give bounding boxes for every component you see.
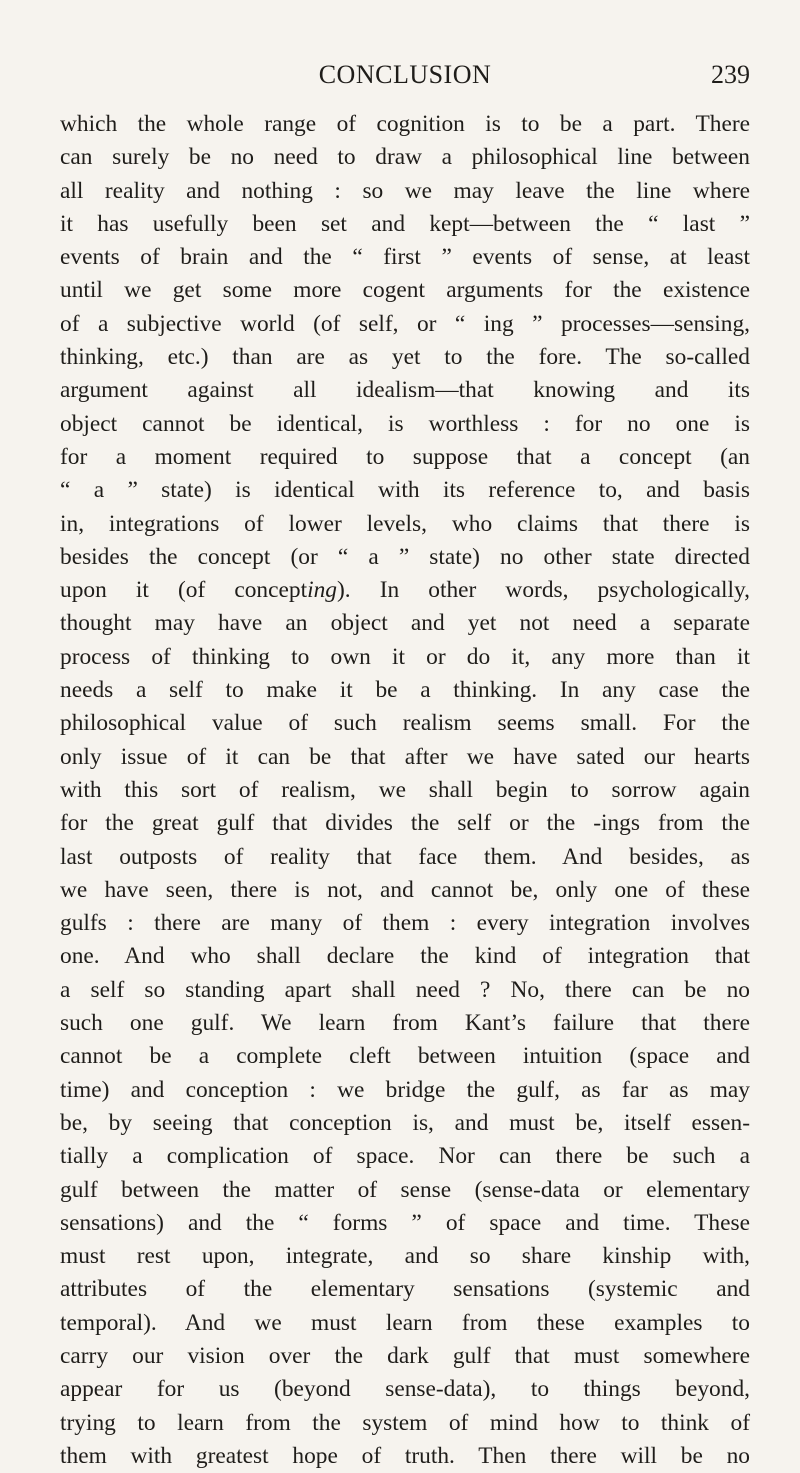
text-line: sensations) and the “ forms ” of space and time. These — [60, 1209, 750, 1236]
text-line: be, by seeing that conception is, and must be, itself essen- — [60, 1109, 750, 1136]
italic-segment: ing — [307, 577, 337, 604]
text-line: besides the concept (or “ a ” state) no other state directed — [60, 543, 750, 570]
text-line: last outposts of reality that face them. And besides, as — [60, 843, 750, 870]
text-line: process of thinking to own it or do it, any more than it — [60, 643, 750, 670]
text-line: until we get some more cogent arguments for the existence — [60, 277, 750, 304]
text-line: thinking, etc.) than are as yet to the fore. The so-called — [60, 344, 750, 371]
chapter-title: CONCLUSION — [318, 60, 492, 89]
text-line: gulfs : there are many of them : every integration involves — [60, 910, 750, 937]
text-line: “ a ” state) is identical with its reference to, and basis — [60, 477, 750, 504]
body-text — [60, 108, 750, 1473]
text-line: a self so standing apart shall need ? No, there can be no — [60, 976, 750, 1003]
text-line: argument against all idealism—that knowing and its — [60, 377, 750, 404]
text-line: with this sort of realism, we shall begin to sorrow again — [60, 776, 750, 803]
text-line: must rest upon, integrate, and so share kinship with, — [60, 1243, 750, 1270]
text-line: philosophical value of such realism seems small. For the — [60, 710, 750, 737]
text-line: object cannot be identical, is worthless : for no one is — [60, 410, 750, 437]
text-line: which the whole range of cognition is to be a part. There — [60, 111, 750, 137]
text-line: all reality and nothing : so we may leave the line where — [60, 177, 750, 204]
text-line: events of brain and the “ first ” events of sense, at least — [60, 244, 750, 271]
page-number: 239 — [711, 60, 750, 89]
line-segment: ). In other words, psychologically, — [336, 577, 750, 604]
text-line: time) and conception : we bridge the gulf, as far as may — [60, 1076, 750, 1103]
line-segment: upon it (of concept — [60, 577, 308, 604]
text-line: appear for us (beyond sense-data), to things beyond, — [60, 1376, 750, 1403]
text-line: we have seen, there is not, and cannot be, only one of these — [60, 876, 750, 903]
text-line: gulf between the matter of sense (sense-data or elementary — [60, 1176, 750, 1203]
text-line: in, integrations of lower levels, who claims that there is — [60, 510, 750, 537]
text-line: for a moment required to suppose that a concept (an — [60, 443, 750, 470]
text-line: can surely be no need to draw a philosophical line between — [60, 144, 750, 171]
text-line-with-italic — [60, 574, 750, 607]
text-line: it has usefully been set and kept—between the “ last ” — [60, 210, 750, 237]
text-line: thought may have an object and yet not need a separate — [60, 610, 750, 637]
text-line: one. And who shall declare the kind of integration that — [60, 943, 750, 970]
text-line: them with greatest hope of truth. Then there will be no — [60, 1442, 750, 1469]
running-head — [60, 52, 750, 96]
book-page — [60, 52, 750, 1473]
text-line: attributes of the elementary sensations (systemic and — [60, 1276, 750, 1303]
text-line: tially a complication of space. Nor can there be such a — [60, 1143, 750, 1170]
text-line: needs a self to make it be a thinking. In any case the — [60, 677, 750, 704]
text-line: temporal). And we must learn from these examples to — [60, 1309, 750, 1336]
text-line: such one gulf. We learn from Kant’s failure that there — [60, 1010, 750, 1037]
text-line: of a subjective world (of self, or “ ing ” processes—sensing, — [60, 310, 750, 337]
text-line: only issue of it can be that after we have sated our hearts — [60, 743, 750, 770]
text-line: for the great gulf that divides the self or the -ings from the — [60, 810, 750, 837]
text-line: carry our vision over the dark gulf that must somewhere — [60, 1342, 750, 1369]
text-line: trying to learn from the system of mind how to think of — [60, 1409, 750, 1436]
text-line: cannot be a complete cleft between intuition (space and — [60, 1043, 750, 1070]
